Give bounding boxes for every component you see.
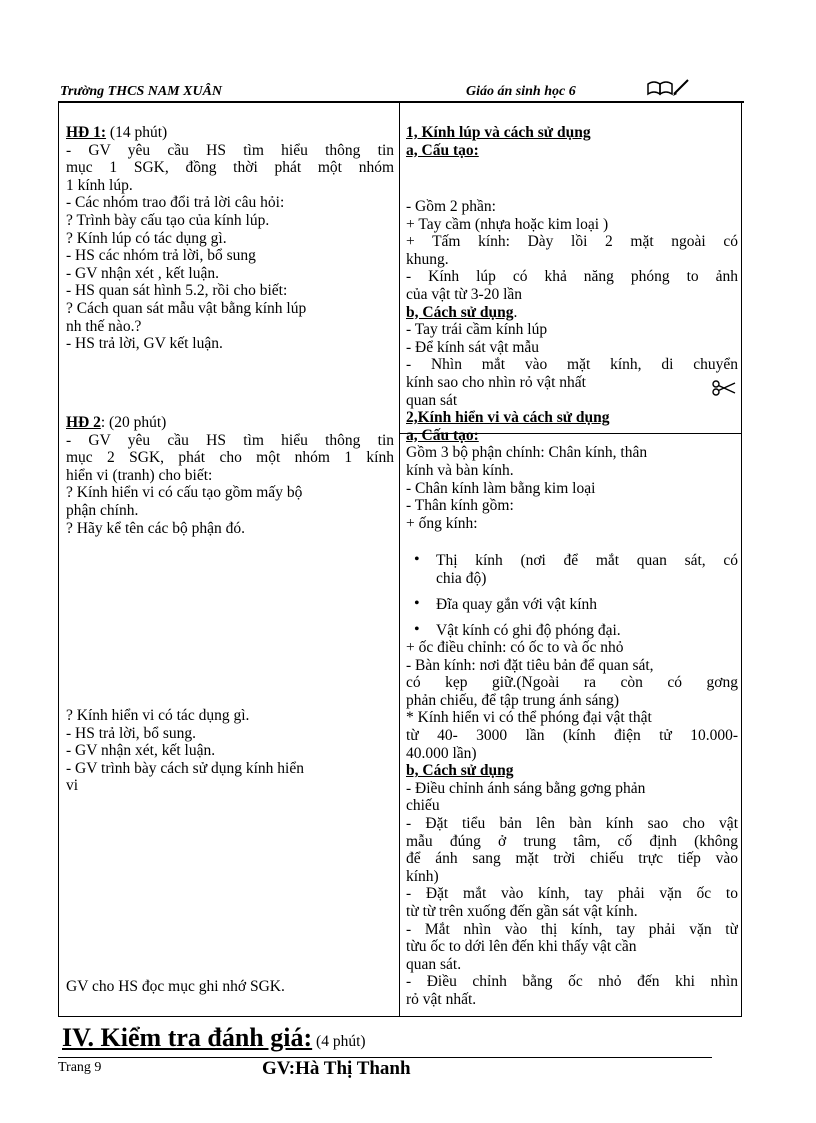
heading: 2,Kính hiển vi và cách sử dụng bbox=[406, 409, 610, 427]
bullet-item: • Vật kính có ghi độ phóng đại. bbox=[414, 621, 621, 639]
line: hiển vi (tranh) cho biết: bbox=[66, 466, 213, 484]
lesson-plan-title: Giáo án sinh học 6 bbox=[466, 84, 576, 99]
line: 1 kính lúp. bbox=[66, 176, 133, 194]
left-block-4 bbox=[66, 978, 394, 996]
line: - GV yêu cầu HS tìm hiểu thông tin bbox=[66, 141, 394, 159]
line: - Bàn kính: nơi đặt tiêu bản để quan sát, bbox=[406, 656, 654, 674]
section-heading-text: IV. Kiểm tra đánh giá: bbox=[62, 1023, 313, 1052]
line: + Tấm kính: Dày lồi 2 mặt ngoài có bbox=[406, 233, 738, 251]
line: - GV nhận xét, kết luận. bbox=[66, 742, 216, 760]
line: HĐ 1: (14 phút) bbox=[66, 124, 168, 141]
line: ? Hãy kể tên các bộ phận đó. bbox=[66, 519, 246, 537]
line: + Tay cầm (nhựa hoặc kim loại ) bbox=[406, 215, 609, 233]
line: + ốc điều chỉnh: có ốc to và ốc nhỏ bbox=[406, 639, 624, 656]
column-divider bbox=[399, 103, 400, 1017]
line: * Kính hiển vi có thể phóng đại vật thật bbox=[406, 709, 652, 727]
line: ? Kính lúp có tác dụng gì. bbox=[66, 229, 227, 247]
teacher-name: GV:Hà Thị Thanh bbox=[262, 1058, 411, 1079]
heading: a, Cấu tạo: bbox=[406, 426, 479, 444]
bullet-dot-icon: • bbox=[414, 595, 420, 612]
line: Gồm 3 bộ phận chính: Chân kính, thân bbox=[406, 444, 648, 462]
line: - HS trả lời, bổ sung. bbox=[66, 724, 197, 742]
line: - Điều chỉnh ánh sáng bằng gơng phản bbox=[406, 779, 646, 797]
line: có kẹp giữ.(Ngoài ra còn có gơng bbox=[406, 674, 738, 692]
line: - GV yêu cầu HS tìm hiểu thông tin bbox=[66, 431, 394, 449]
line: ? Kính hiển vi có tác dụng gì. bbox=[66, 707, 250, 724]
bullet-dot-icon: • bbox=[414, 551, 420, 568]
bullet-item: • Thị kính (nơi để mắt quan sát, có chia độ) bbox=[414, 551, 738, 587]
heading: b, Cách sử dụng bbox=[406, 762, 514, 780]
line: - Kính lúp có khả năng phóng to ảnh bbox=[406, 268, 738, 286]
line: - HS các nhóm trả lời, bổ sung bbox=[66, 247, 256, 265]
line: mục 1 SGK, đồng thời phát một nhóm bbox=[66, 159, 394, 177]
section-duration: (4 phút) bbox=[312, 1033, 366, 1050]
line: HĐ 2: (20 phút) bbox=[66, 414, 167, 431]
line: - Điều chỉnh bằng ốc nhỏ đến khi nhìn bbox=[406, 973, 738, 991]
left-block-1 bbox=[66, 124, 394, 353]
scissors-icon bbox=[712, 380, 736, 396]
line: chiếu bbox=[406, 797, 440, 815]
line: - Đặt mắt vào kính, tay phải vặn ốc to bbox=[406, 885, 738, 903]
line: mẫu đúng ở trung tâm, cố định (không bbox=[406, 832, 738, 850]
line: ? Kính hiển vi có cấu tạo gồm mấy bộ bbox=[66, 484, 303, 502]
line: - Để kính sát vật mẫu bbox=[406, 338, 540, 356]
bullet-dot-icon: • bbox=[414, 621, 420, 638]
line: kính sao cho nhìn rỏ vật nhất bbox=[406, 373, 586, 391]
right-block-1 bbox=[406, 124, 738, 159]
left-block-2 bbox=[66, 414, 394, 537]
line: - Mắt nhìn vào thị kính, tay phải vặn từ bbox=[406, 920, 738, 938]
right-block-3 bbox=[406, 639, 738, 1008]
line: - HS trả lời, GV kết luận. bbox=[66, 335, 223, 353]
line: + ống kính: bbox=[406, 514, 478, 532]
line: 40.000 lần) bbox=[406, 744, 477, 762]
left-block-3 bbox=[66, 707, 394, 795]
right-block-2 bbox=[406, 198, 738, 532]
line: quan sát. bbox=[406, 955, 462, 973]
line: phản chiếu, để tập trung ánh sáng) bbox=[406, 691, 620, 709]
heading: a, Cấu tạo: bbox=[406, 141, 479, 159]
school-name: Trường THCS NAM XUÂN bbox=[60, 84, 223, 99]
line: từ 40- 3000 lần (kính điện tử 10.000- bbox=[406, 726, 738, 744]
line: phận chính. bbox=[66, 501, 139, 519]
line: của vật từ 3-20 lần bbox=[406, 285, 523, 303]
line: để ánh sang mặt trời chiếu trực tiếp vào bbox=[406, 850, 738, 868]
line: - Nhìn mắt vào mặt kính, di chuyển bbox=[406, 356, 738, 374]
section-heading bbox=[62, 1023, 366, 1053]
line: mục 2 SGK, phát cho một nhóm 1 kính bbox=[66, 449, 394, 467]
line: kính) bbox=[406, 867, 439, 885]
right-bullets bbox=[406, 552, 738, 640]
line: b, Cách sử dụng. bbox=[406, 303, 518, 321]
line: ? Cách quan sát mẫu vật bằng kính lúp bbox=[66, 299, 307, 317]
line: kính và bàn kính. bbox=[406, 461, 514, 479]
line: - Các nhóm trao đổi trả lời câu hỏi: bbox=[66, 194, 285, 212]
line: - GV trình bày cách sử dụng kính hiển bbox=[66, 759, 304, 777]
line: vi bbox=[66, 777, 79, 795]
heading: 1, Kính lúp và cách sử dụng bbox=[406, 124, 591, 141]
page-number: Trang 9 bbox=[58, 1060, 102, 1075]
line: từu ốc to dới lên đến khi thấy vật cần bbox=[406, 938, 637, 956]
line: - Đặt tiểu bản lên bàn kính sao cho vật bbox=[406, 814, 738, 832]
line: - GV nhận xét , kết luận. bbox=[66, 264, 219, 282]
line: nh thế nào.? bbox=[66, 317, 142, 335]
line: quan sát bbox=[406, 391, 458, 409]
line: ? Trình bày cấu tạo của kính lúp. bbox=[66, 211, 270, 229]
bullet-item: • Đĩa quay gắn với vật kính bbox=[414, 595, 598, 613]
line: - HS quan sát hình 5.2, rồi cho biết: bbox=[66, 282, 288, 300]
line: - Gồm 2 phần: bbox=[406, 198, 496, 215]
line: GV cho HS đọc mục ghi nhớ SGK. bbox=[66, 978, 285, 995]
line: - Thân kính gồm: bbox=[406, 497, 514, 515]
open-book-pen-icon bbox=[646, 78, 690, 98]
line: rỏ vật nhất. bbox=[406, 990, 477, 1008]
line: khung. bbox=[406, 250, 449, 268]
line: - Tay trái cầm kính lúp bbox=[406, 321, 548, 339]
line: - Chân kính làm bằng kim loại bbox=[406, 479, 596, 497]
line: từ từ trên xuống đến gần sát vật kính. bbox=[406, 902, 638, 920]
